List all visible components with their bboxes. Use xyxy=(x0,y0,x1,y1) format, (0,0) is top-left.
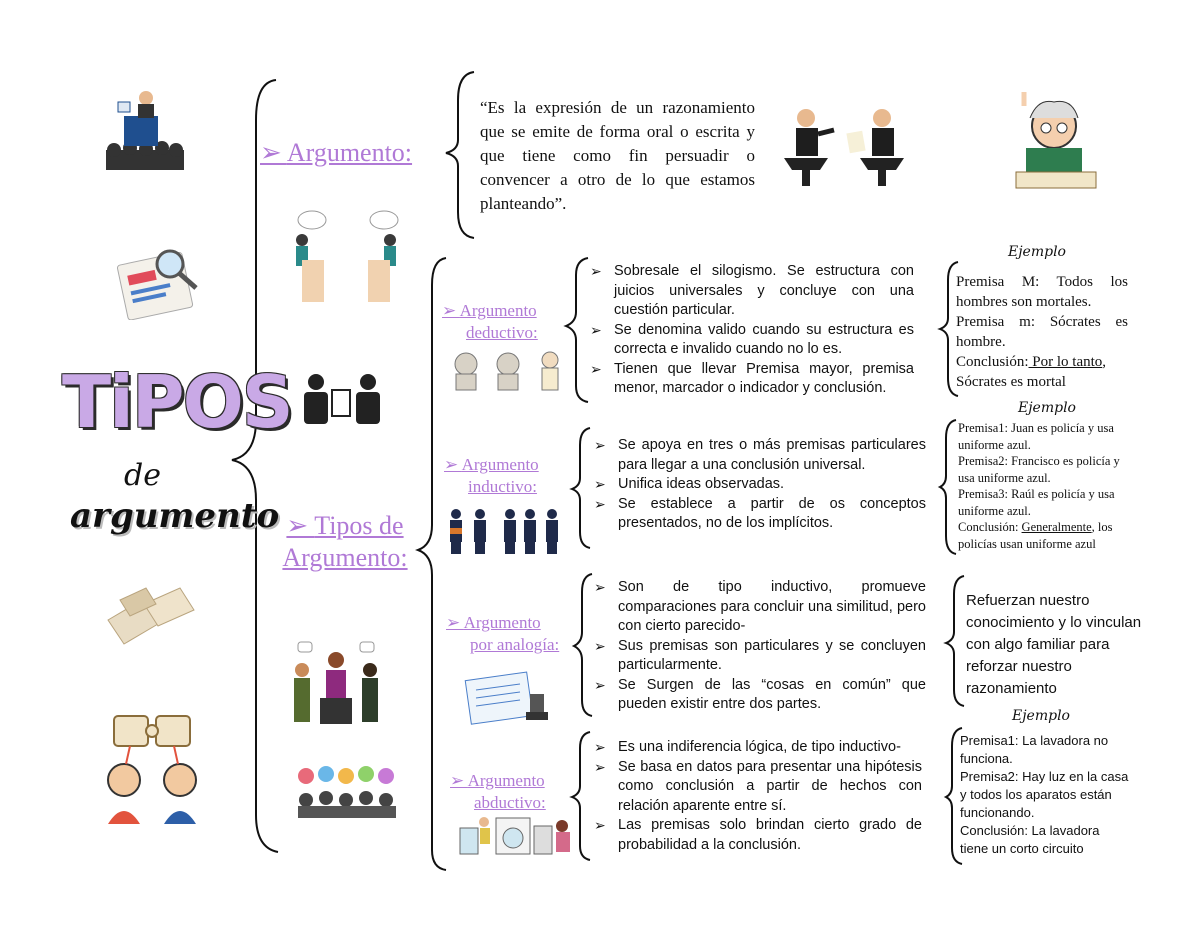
list-item: ➢ Se Surgen de las “cosas en común” que pueden existir entre dos partes. xyxy=(592,676,926,715)
ejemplo-abductivo-line3: Conclusión: La lavadora tiene un corto circuito xyxy=(960,823,1100,856)
ejemplo-abductivo xyxy=(960,732,1130,858)
abductivo-label-line1: Argumento xyxy=(467,771,545,790)
inductivo-label-line1: Argumento xyxy=(461,455,539,474)
arrow-bullet-icon: ➢ xyxy=(444,455,462,474)
washing-machine-icon xyxy=(458,814,578,856)
analogia-label-line2: por analogía: xyxy=(470,635,560,654)
list-item: ➢ Se basa en datos para presentar una hipótesis como conclusión a partir de hechos con relación aparente entre sí. xyxy=(592,758,922,817)
deductivo-points xyxy=(588,262,914,399)
professor-icon xyxy=(1010,88,1100,192)
police-officers-icon xyxy=(444,506,564,556)
ejemplo-deductivo-line2: Premisa m: Sócrates es hombre. xyxy=(956,314,1128,350)
list-item: ➢ Se denomina valido cuando su estructura es correcta e invalido cuando no lo es. xyxy=(588,321,914,360)
arrow-bullet-icon: ➢ xyxy=(286,511,315,540)
title-tipos: TiPOS xyxy=(62,360,292,444)
ejemplo-deductivo xyxy=(956,272,1128,392)
inductivo-label-line2: inductivo: xyxy=(468,477,537,496)
ejemplo-inductivo-line3: Premisa3: Raúl es policía y usa uniforme azul. xyxy=(958,487,1115,518)
inductivo-brace xyxy=(572,428,590,548)
ejemplo-deductivo-line1: Premisa M: Todos los hombres son mortales. xyxy=(956,274,1128,310)
arrow-bullet-icon: ➢ xyxy=(260,138,287,167)
open-books-icon xyxy=(100,580,200,650)
debate-podiums-icon xyxy=(288,208,406,306)
inductivo-points xyxy=(592,436,926,534)
crowd-speech-bubbles-icon xyxy=(292,764,402,820)
tipos-label-line2: Argumento: xyxy=(282,543,408,572)
analogia-note: Refuerzan nuestro conocimiento y lo vinculan con algo familiar para reforzar nuestro razonamiento xyxy=(966,592,1142,697)
conclusion-rest: , los policías usan uniforme azul xyxy=(958,520,1113,551)
conclusion-label: Conclusión: xyxy=(958,520,1022,534)
group-conversation-icon xyxy=(286,640,386,726)
tipos-label-line1: Tipos de xyxy=(314,511,404,540)
title-argumento: argumento xyxy=(70,496,280,536)
ejemplo-deductivo-title: Ejemplo xyxy=(1008,244,1066,260)
argumento-brace xyxy=(446,72,474,238)
heading-inductivo xyxy=(444,454,539,498)
list-item: ➢ Son de tipo inductivo, promueve comparaciones para concluir una similitud, pero con cierto parecido- xyxy=(592,578,926,637)
ejemplo-inductivo-line1: Premisa1: Juan es policía y usa uniforme azul. xyxy=(958,421,1114,452)
list-item: ➢ Es una indiferencia lógica, de tipo inductivo- xyxy=(592,738,922,758)
philosopher-busts-icon xyxy=(450,348,570,392)
conclusion-rest: , Sócrates es mortal xyxy=(956,354,1107,390)
ejemplo-inductivo-line2: Premisa2: Francisco es policía y usa uniforme azul. xyxy=(958,454,1120,485)
argumento-definition: “Es la expresión de un razonamiento que se emite de forma oral o escrita y que tiene como fin persuadir o convencer a otro de lo que estamos planteando”. xyxy=(480,98,755,213)
ejemplo-inductivo-conclusion xyxy=(958,519,1134,552)
conclusion-label: Conclusión: xyxy=(956,354,1029,370)
abductivo-points xyxy=(592,738,922,855)
ejemplo-inductivo-title: Ejemplo xyxy=(1018,400,1076,416)
heading-analogia xyxy=(446,612,559,656)
deductivo-label-line2: deductivo: xyxy=(466,323,538,342)
list-item: ➢ Se establece a partir de os conceptos presentados, no de los implícitos. xyxy=(592,495,926,534)
heading-deductivo xyxy=(442,300,538,344)
main-brace xyxy=(232,80,278,852)
arrow-bullet-icon: ➢ xyxy=(442,301,460,320)
analogia-points xyxy=(592,578,926,715)
tipos-brace xyxy=(418,258,446,870)
ejemplo-abductivo-title: Ejemplo xyxy=(1012,708,1070,724)
ejemplo-abductivo-line2: Premisa2: Hay luz en la casa y todos los aparatos están funcionando. xyxy=(960,769,1129,820)
list-item: ➢ Sobresale el silogismo. Se estructura con juicios universales y concluye con una cuestión particular. xyxy=(588,262,914,321)
list-item: ➢ Las premisas solo brindan cierto grado de probabilidad a la conclusión. xyxy=(592,816,922,855)
analogia-label-line1: Argumento xyxy=(463,613,541,632)
conclusion-marker: Generalmente xyxy=(1021,520,1092,534)
analysis-document-icon xyxy=(116,240,202,320)
list-item: ➢ Se apoya en tres o más premisas particulares para llegar a una conclusión universal. xyxy=(592,436,926,475)
business-meeting-icon xyxy=(296,370,392,430)
heading-tipos-de-argumento xyxy=(270,510,420,574)
deductivo-label-line1: Argumento xyxy=(459,301,537,320)
ejemplo-inductivo-brace xyxy=(940,420,956,554)
document-stamp-icon xyxy=(460,668,560,728)
title-de: de xyxy=(124,458,161,493)
ejemplo-abductivo-line1: Premisa1: La lavadora no funciona. xyxy=(960,733,1109,766)
heading-abductivo xyxy=(450,770,546,814)
ejemplo-inductivo xyxy=(958,420,1134,552)
list-item: ➢ Sus premisas son particulares y se concluyen particularmente. xyxy=(592,637,926,676)
ejemplo-deductivo-conclusion xyxy=(956,352,1128,392)
conclusion-marker: Por lo tanto xyxy=(1028,354,1103,370)
list-item: ➢ Unifica ideas observadas. xyxy=(592,475,926,495)
arrow-bullet-icon: ➢ xyxy=(450,771,468,790)
argumento-label: Argumento: xyxy=(286,138,413,167)
analogia-brace xyxy=(574,574,592,716)
list-item: ➢ Tienen que llevar Premisa mayor, premisa menor, marcador o indicador y conclusión. xyxy=(588,360,914,399)
abductivo-label-line2: abductivo: xyxy=(474,793,546,812)
arrow-bullet-icon: ➢ xyxy=(446,613,464,632)
debaters-icon xyxy=(776,104,916,190)
analogia-note-brace xyxy=(946,576,964,706)
heading-argumento xyxy=(260,138,412,168)
speaker-podium-icon xyxy=(96,88,192,174)
puzzle-heads-icon xyxy=(94,706,212,826)
